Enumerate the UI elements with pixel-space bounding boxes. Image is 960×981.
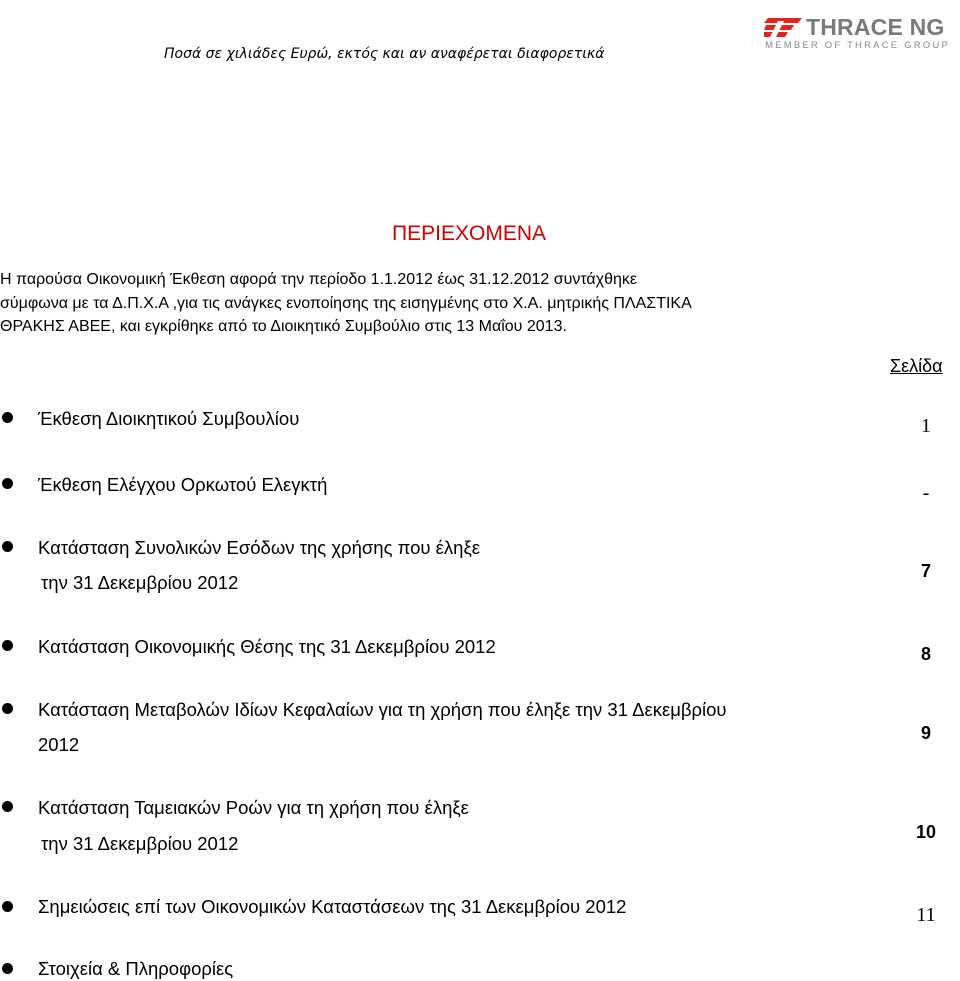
page-title: ΠΕΡΙΕΧΟΜΕΝΑ (392, 222, 547, 245)
toc-item-label: Κατάσταση Συνολικών Εσόδων της χρήσης που έληξε (38, 537, 480, 558)
toc-item-page: 10 (915, 822, 937, 842)
toc-item-label: Σημειώσεις επί των Οικονομικών Καταστάσεων της 31 Δεκεμβρίου 2012 (38, 896, 627, 917)
toc-item-page: 11 (916, 904, 936, 926)
toc-item-label: Έκθεση Ελέγχου Ορκωτού Ελεγκτή (38, 474, 328, 495)
toc-item-page: 7 (920, 561, 931, 581)
bullet-dot-icon (2, 963, 13, 974)
thrace-logo-mark-icon (764, 18, 802, 38)
thrace-ng-logo (764, 14, 954, 54)
intro-paragraph (0, 268, 840, 339)
bullet-dot-icon (2, 901, 13, 912)
bullet-dot-icon (2, 478, 13, 489)
toc-item-label-continued: την 31 Δεκεμβρίου 2012 (41, 833, 239, 854)
toc-item-label: Στοιχεία & Πληροφορίες (38, 958, 234, 979)
bullet-dot-icon (2, 541, 13, 552)
toc-item-label-continued: 2012 (38, 734, 80, 755)
logo-subtitle: MEMBER OF THRACE GROUP (765, 40, 950, 51)
intro-line: Η παρούσα Οικονομική Έκθεση αφορά την περίοδο 1.1.2012 έως 31.12.2012 συντάχθηκε (0, 271, 637, 288)
toc-item-label: Κατάσταση Οικονομικής Θέσης της 31 Δεκεμβρίου 2012 (38, 636, 496, 657)
toc-item-label: Κατάσταση Μεταβολών Ιδίων Κεφαλαίων για τη χρήση που έληξε την 31 Δεκεμβρίου (38, 699, 727, 720)
bullet-dot-icon (2, 640, 13, 651)
logo-text: THRACE NG (806, 14, 945, 40)
toc-item-page: - (922, 482, 930, 504)
toc-item-label: Έκθεση Διοικητικού Συμβουλίου (38, 408, 300, 429)
bullet-dot-icon (2, 412, 13, 423)
toc-item-label: Κατάσταση Ταμειακών Ροών για τη χρήση που έληξε (38, 797, 469, 818)
bullet-dot-icon (2, 703, 13, 714)
intro-line: ΘΡΑΚΗΣ ΑΒΕΕ, και εγκρίθηκε από το Διοικητικό Συμβούλιο στις 13 Μαΐου 2013. (0, 318, 567, 335)
header-note: Ποσά σε χιλιάδες Ευρώ, εκτός και αν αναφέρεται διαφορετικά (164, 46, 605, 62)
intro-line: σύμφωνα με τα Δ.Π.Χ.Α ,για τις ανάγκες ενοποίησης της εισηγμένης στο Χ.Α. μητρικής ΠΛΑΣΤΙΚΑ (0, 294, 692, 312)
toc-item-label-continued: την 31 Δεκεμβρίου 2012 (41, 572, 239, 593)
toc-item-page: 8 (920, 644, 931, 664)
toc-item-page: 1 (921, 415, 931, 437)
page-column-label: Σελίδα (890, 356, 943, 376)
bullet-dot-icon (2, 801, 13, 812)
toc-item-page: 9 (920, 723, 931, 743)
